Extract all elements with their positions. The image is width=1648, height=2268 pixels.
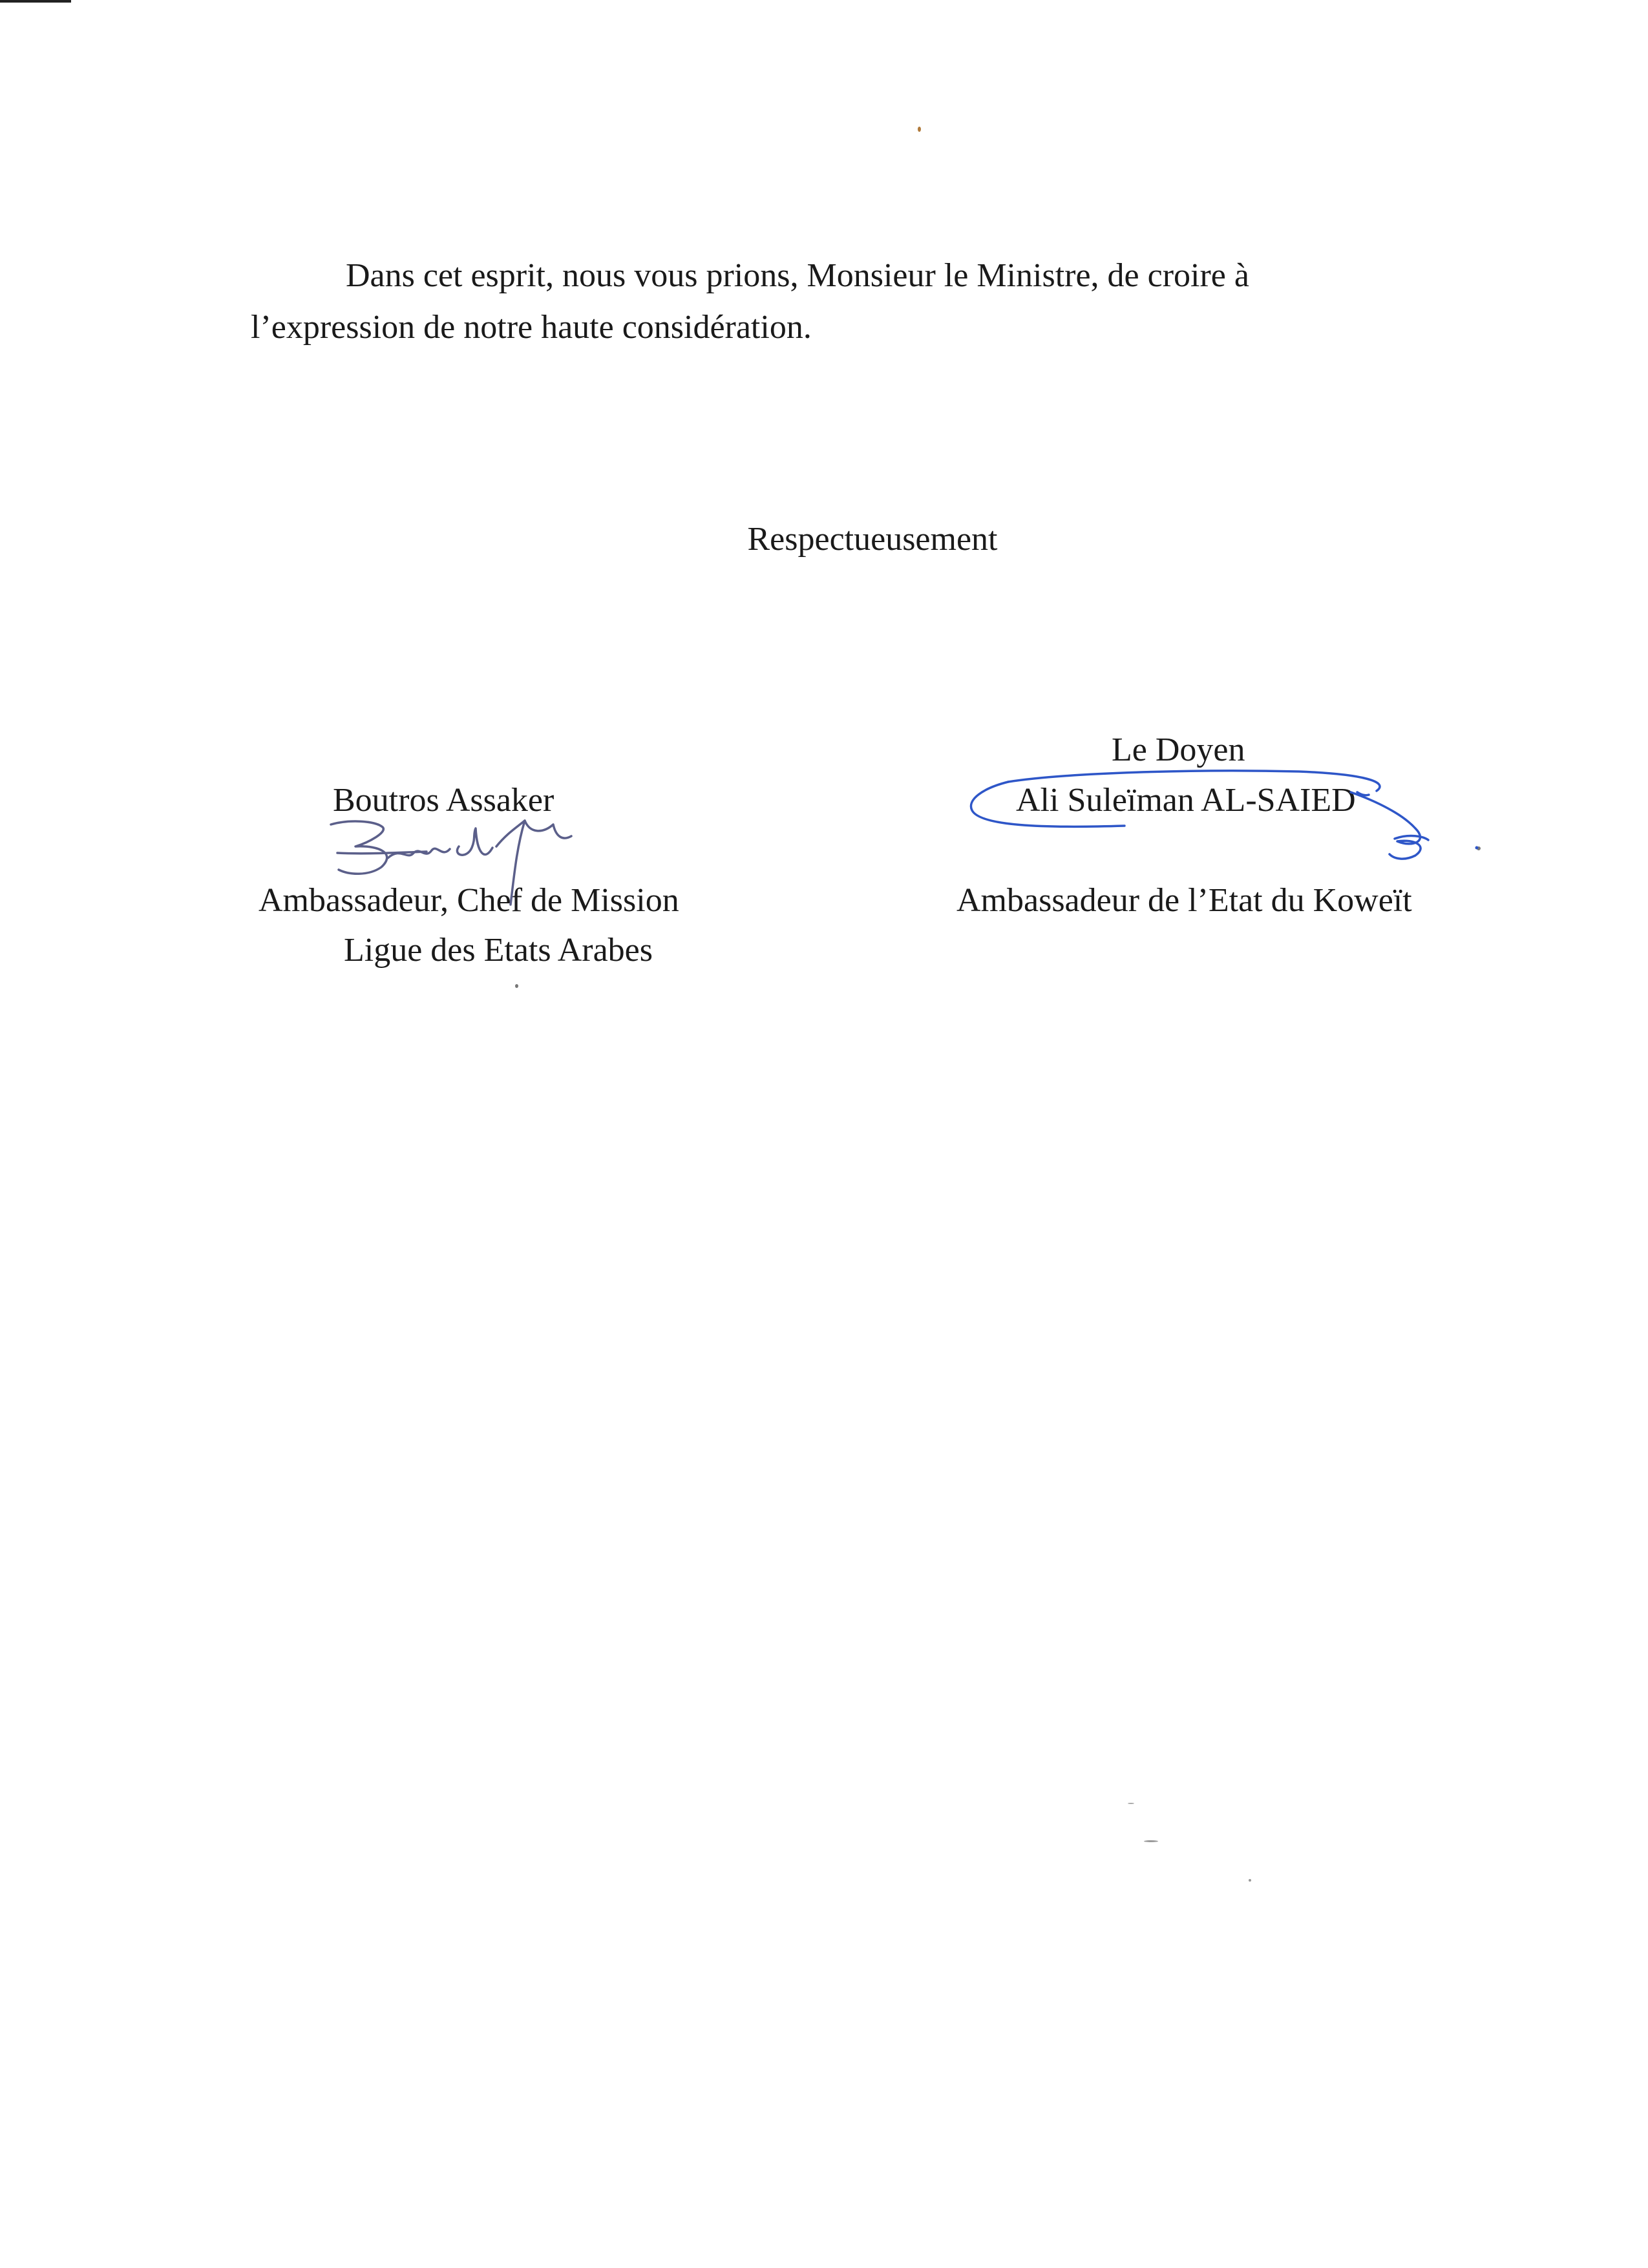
right-signatory-title: Ambassadeur de l’Etat du Koweït: [956, 882, 1412, 919]
left-signatory-organization: Ligue des Etats Arabes: [344, 932, 653, 969]
left-signatory-title: Ambassadeur, Chef de Mission: [259, 882, 679, 919]
scan-speck: [1128, 1803, 1134, 1804]
right-signatory-role: Le Doyen: [1112, 731, 1245, 768]
scan-edge-mark: [0, 0, 71, 3]
right-handwritten-signature: [963, 769, 1493, 898]
left-signatory-name: Boutros Assaker: [333, 782, 555, 819]
left-handwritten-signature: [323, 808, 620, 924]
scan-speck: [1144, 1840, 1158, 1842]
scan-speck: [1249, 1879, 1251, 1882]
body-paragraph-line-2: l’expression de notre haute considération.: [251, 309, 812, 346]
right-signatory-name: Ali Suleïman AL-SAIED: [1016, 782, 1356, 819]
closing-salutation: Respectueusement: [747, 521, 998, 558]
scan-speck: [515, 984, 518, 988]
scan-speck: [918, 127, 921, 132]
body-paragraph-line-1: Dans cet esprit, nous vous prions, Monsieur le Ministre, de croire à: [346, 257, 1249, 294]
